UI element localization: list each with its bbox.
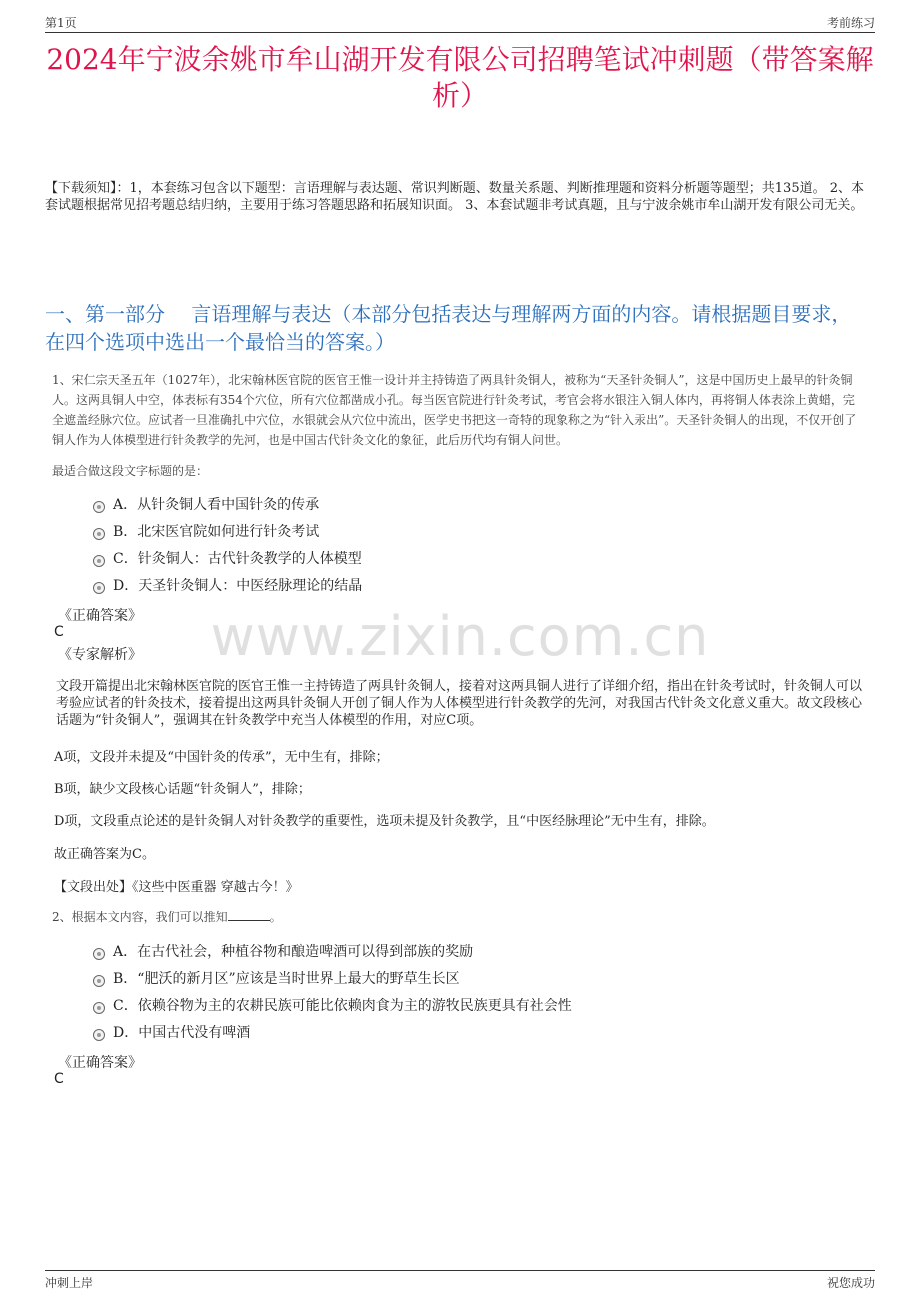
answer-value: C	[54, 624, 64, 640]
radio-icon[interactable]	[93, 975, 105, 987]
analysis-line-d: D项，文段重点论述的是针灸铜人对针灸教学的重要性，选项未提及针灸教学，且“中医经脉理论”无中生有，排除。	[54, 814, 715, 829]
option-label: A．从针灸铜人看中国针灸的传承	[113, 497, 320, 513]
option-b[interactable]	[93, 966, 572, 993]
option-label: A．在古代社会，种植谷物和酿造啤酒可以得到部族的奖励	[113, 944, 474, 960]
option-a[interactable]	[93, 939, 572, 966]
analysis-conclusion: 故正确答案为C。	[54, 847, 155, 862]
download-notice: 【下载须知】：1，本套练习包含以下题型：言语理解与表达题、常识判断题、数量关系题、判断推理题和资料分析题等题型；共135道。 2、本套试题根据常见招考题总结归纳，主要用于练习答题思路和拓展知识面。 3、本套试题非考试真题，且与宁波余姚市牟山湖开发有限公司无关。	[45, 181, 864, 213]
page-header	[45, 14, 875, 33]
option-c[interactable]	[93, 993, 572, 1020]
page-number: 第1页	[45, 16, 77, 30]
footer-right: 祝您成功	[826, 1276, 875, 1290]
radio-icon[interactable]	[93, 582, 105, 594]
page-footer	[45, 1270, 875, 1291]
radio-icon[interactable]	[93, 555, 105, 567]
answer-label: 《正确答案》	[58, 608, 142, 624]
analysis-line-a: A项，文段并未提及“中国针灸的传承”，无中生有，排除；	[54, 750, 389, 765]
fill-blank	[228, 909, 270, 921]
answer-label: 《正确答案》	[58, 1055, 142, 1071]
question-2-text	[52, 908, 282, 925]
question-1-prompt: 最适合做这段文字标题的是：	[52, 464, 209, 478]
passage-source: 【文段出处】《这些中医重器 穿越古今！》	[54, 880, 299, 895]
option-label: D．天圣针灸铜人：中医经脉理论的结晶	[113, 578, 363, 594]
analysis-text: 文段开篇提出北宋翰林医官院的医官王惟一主持铸造了两具针灸铜人，接着对这两具铜人进行了详细介绍，指出在针灸考试时，针灸铜人可以考验应试者的针灸技术，接着提出这两具针灸铜人开创了铜人作为人体模型进行针灸教学的先河，对我国古代针灸文化意义重大。故文段核心话题为“针灸铜人”，强调其在针灸教学中充当人体模型的作用，对应C项。	[56, 679, 863, 728]
footer-left: 冲刺上岸	[45, 1276, 94, 1290]
analysis-label: 《专家解析》	[58, 647, 142, 663]
question-1-options	[93, 492, 362, 600]
option-a[interactable]	[93, 492, 362, 519]
option-d[interactable]	[93, 573, 362, 600]
question-2-options	[93, 939, 572, 1047]
question-2-stem: 2、根据本文内容，我们可以推知	[52, 910, 228, 924]
watermark: www.zixin.com.cn	[210, 605, 710, 668]
radio-icon[interactable]	[93, 528, 105, 540]
radio-icon[interactable]	[93, 948, 105, 960]
option-b[interactable]	[93, 519, 362, 546]
header-label: 考前练习	[826, 16, 875, 30]
option-label: D．中国古代没有啤酒	[113, 1025, 251, 1041]
section-heading: 一、第一部分 言语理解与表达（本部分包括表达与理解两方面的内容。请根据题目要求，在四个选项中选出一个最恰当的答案。）	[45, 302, 852, 354]
option-label: C．依赖谷物为主的农耕民族可能比依赖肉食为主的游牧民族更具有社会性	[113, 998, 572, 1014]
analysis-line-b: B项，缺少文段核心话题“针灸铜人”，排除；	[54, 782, 311, 797]
option-d[interactable]	[93, 1020, 572, 1047]
radio-icon[interactable]	[93, 1002, 105, 1014]
option-label: B．北宋医官院如何进行针灸考试	[113, 524, 320, 540]
question-1-text: 1、宋仁宗天圣五年（1027年），北宋翰林医官院的医官王惟一设计并主持铸造了两具针灸铜人，被称为“天圣针灸铜人”，这是中国历史上最早的针灸铜人。这两具铜人中空，体表标有354个穴位，所有穴位都凿成小孔。每当医官院进行针灸考试，考官会将水银注入铜人体内，再将铜人体表涂上黄蜡，完全遮盖经脉穴位。应试者一旦准确扎中穴位，水银就会从穴位中流出，医学史书把这一奇特的现象称之为“针入汞出”。天圣针灸铜人的出现，不仅开创了铜人作为人体模型进行针灸教学的先河，也是中国古代针灸文化的象征，此后历代均有铜人问世。	[52, 373, 857, 447]
option-c[interactable]	[93, 546, 362, 573]
radio-icon[interactable]	[93, 501, 105, 513]
answer-value: C	[54, 1071, 64, 1087]
option-label: C．针灸铜人：古代针灸教学的人体模型	[113, 551, 362, 567]
question-2-stem-end: 。	[269, 910, 282, 924]
document-title: 2024年宁波余姚市牟山湖开发有限公司招聘笔试冲刺题（带答案解析）	[46, 43, 874, 112]
option-label: B．“肥沃的新月区”应该是当时世界上最大的野草生长区	[113, 971, 460, 987]
radio-icon[interactable]	[93, 1029, 105, 1041]
